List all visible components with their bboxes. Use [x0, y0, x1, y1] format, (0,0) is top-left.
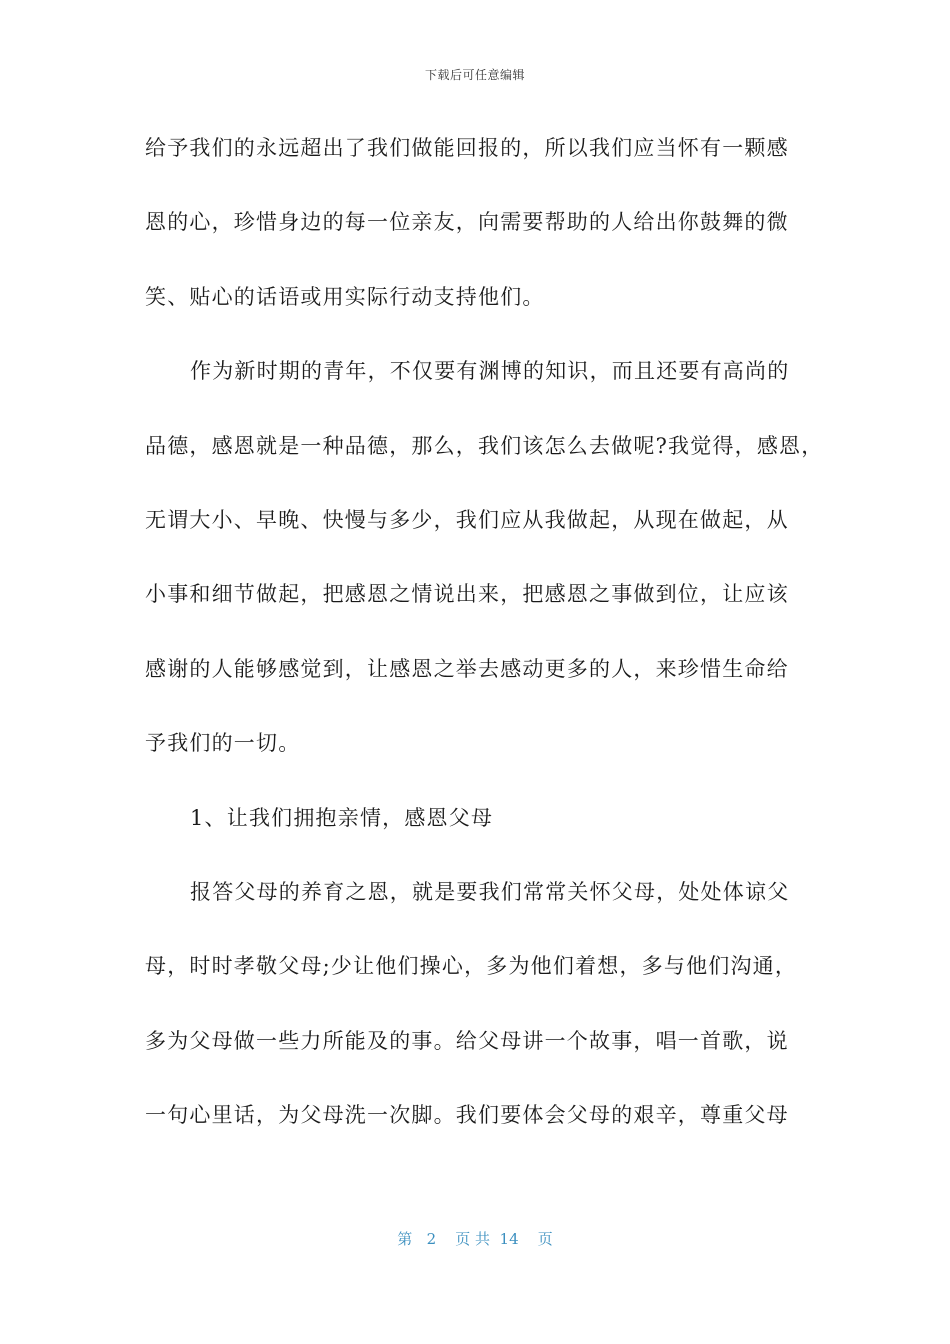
text-line: 予我们的一切。	[145, 731, 301, 756]
paragraph-start-line: 报答父母的养育之恩，就是要我们常常关怀父母，处处体谅父	[190, 879, 790, 904]
footer-current-page: 2	[426, 1230, 437, 1248]
section-heading: 1、让我们拥抱亲情，感恩父母	[190, 805, 494, 830]
text-line: 恩的心，珍惜身边的每一位亲友，向需要帮助的人给出你鼓舞的微	[145, 210, 789, 235]
text-line: 一句心里话，为父母洗一次脚。我们要体会父母的艰辛，尊重父母	[145, 1103, 789, 1128]
text-line: 给予我们的永远超出了我们做能回报的，所以我们应当怀有一颗感	[145, 136, 789, 160]
footer-page-suffix: 页	[537, 1230, 553, 1248]
text-line: 感谢的人能够感觉到，让感恩之举去感动更多的人，来珍惜生命给	[145, 656, 789, 681]
text-line: 母，时时孝敬父母;少让他们操心，多为他们着想，多与他们沟通，	[145, 954, 798, 979]
footer-page-mid: 页 共	[455, 1230, 490, 1248]
paragraph-start-line: 作为新时期的青年，不仅要有渊博的知识，而且还要有高尚的	[190, 359, 790, 384]
text-line: 品德，感恩就是一种品德，那么，我们该怎么去做呢?我觉得，感恩，	[145, 433, 824, 458]
page-header: 下载后可任意编辑	[424, 68, 525, 82]
text-line: 笑、贴心的话语或用实际行动支持他们。	[145, 284, 545, 309]
text-line: 小事和细节做起，把感恩之情说出来，把感恩之事做到位，让应该	[145, 582, 789, 607]
text-line: 多为父母做一些力所能及的事。给父母讲一个故事，唱一首歌，说	[145, 1028, 789, 1053]
document-body	[145, 128, 825, 1169]
text-line: 无谓大小、早晚、快慢与多少，我们应从我做起，从现在做起，从	[145, 507, 789, 532]
footer-total-pages: 14	[499, 1230, 519, 1248]
page-footer	[0, 1228, 950, 1249]
footer-page-prefix: 第	[397, 1230, 413, 1248]
